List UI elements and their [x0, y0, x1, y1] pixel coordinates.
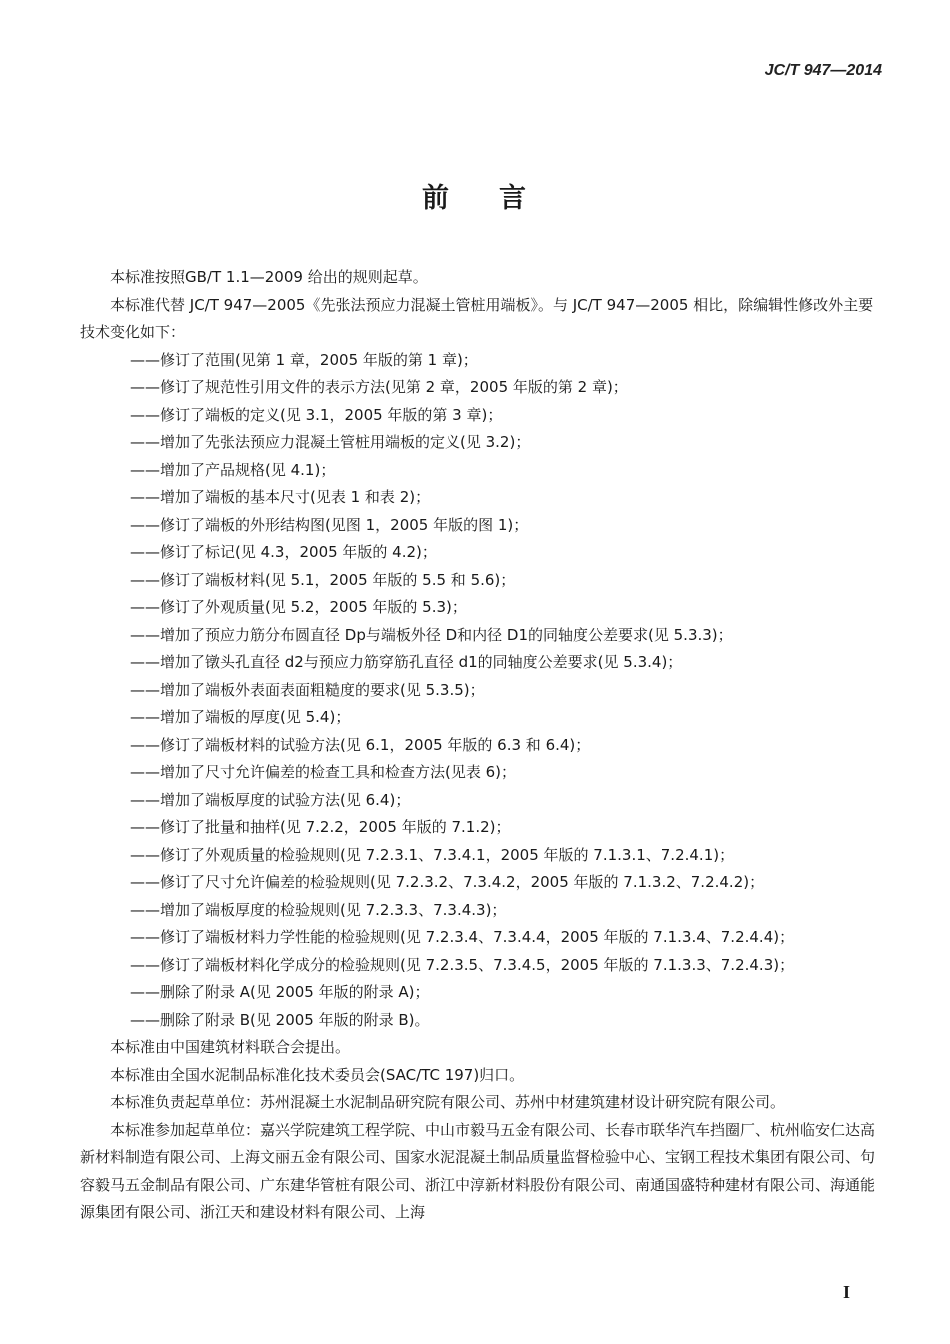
change-item: ——修订了端板材料的试验方法(见 6.1，2005 年版的 6.3 和 6.4)；	[130, 735, 591, 754]
change-item: ——修订了端板材料(见 5.1，2005 年版的 5.5 和 5.6)；	[130, 570, 516, 589]
change-item: ——增加了端板外表面表面粗糙度的要求(见 5.3.5)；	[130, 680, 485, 699]
change-item: ——删除了附录 A(见 2005 年版的附录 A)；	[130, 983, 430, 1001]
change-item: ——增加了尺寸允许偏差的检查工具和检查方法(见表 6)；	[130, 763, 517, 781]
change-item: ——增加了镦头孔直径 d2与预应力筋穿筋孔直径 d1的同轴度公差要求(见 5.3.4)；	[130, 653, 683, 671]
title-char-1: 前	[422, 183, 451, 214]
page-number: I	[842, 1282, 850, 1302]
change-item: ——修订了批量和抽样(见 7.2.2，2005 年版的 7.1.2)；	[130, 818, 511, 836]
change-item: ——修订了标记(见 4.3，2005 年版的 4.2)；	[130, 543, 437, 561]
standard-code: JC/T 947—2014	[764, 62, 882, 79]
intro-paragraph: 本标准代替 JC/T 947—2005《先张法预应力混凝土管桩用端板》。与 JC/T 947—2005 相比，除编辑性修改外主要技术变化如下：	[80, 295, 874, 341]
change-item: ——修订了规范性引用文件的表示方法(见第 2 章，2005 年版的第 2 章)；	[130, 378, 628, 396]
change-item: ——修订了尺寸允许偏差的检验规则(见 7.2.3.2、7.3.4.2，2005 年版的 7.1.3.2、7.2.4.2)；	[130, 873, 765, 891]
change-item: ——增加了预应力筋分布圆直径 Dp与端板外径 D和内径 D1的同轴度公差要求(见 5.3.3)；	[130, 625, 733, 644]
change-item: ——增加了端板厚度的试验方法(见 6.4)；	[130, 790, 411, 809]
preface-body	[80, 264, 880, 1227]
change-item: ——修订了外观质量(见 5.2，2005 年版的 5.3)；	[130, 598, 467, 616]
change-item: ——增加了先张法预应力混凝土管桩用端板的定义(见 3.2)；	[130, 433, 531, 451]
change-item: ——修订了端板材料化学成分的检验规则(见 7.2.3.5、7.3.4.5，2005 年版的 7.1.3.3、7.2.4.3)；	[130, 955, 795, 974]
closing-paragraph: 本标准负责起草单位：苏州混凝土水泥制品研究院有限公司、苏州中材建筑建材设计研究院有限公司。	[110, 1093, 786, 1111]
closing-paragraph: 本标准由全国水泥制品标准化技术委员会(SAC/TC 197)归口。	[110, 1065, 525, 1084]
intro-paragraph: 本标准按照GB/T 1.1—2009 给出的规则起草。	[110, 268, 428, 286]
page-title	[0, 176, 950, 215]
change-item: ——增加了产品规格(见 4.1)；	[130, 460, 336, 479]
change-item: ——修订了端板材料力学性能的检验规则(见 7.2.3.4、7.3.4.4，2005 年版的 7.1.3.4、7.2.4.4)；	[130, 928, 795, 946]
change-item: ——修订了范围(见第 1 章，2005 年版的第 1 章)；	[130, 350, 478, 369]
change-item: ——修订了端板的外形结构图(见图 1，2005 年版的图 1)；	[130, 515, 529, 534]
change-item: ——增加了端板的厚度(见 5.4)；	[130, 708, 351, 726]
change-item: ——增加了端板厚度的检验规则(见 7.2.3.3、7.3.4.3)；	[130, 900, 507, 919]
title-char-2: 言	[499, 183, 528, 214]
change-item: ——增加了端板的基本尺寸(见表 1 和表 2)；	[130, 488, 431, 506]
change-item: ——删除了附录 B(见 2005 年版的附录 B)。	[130, 1010, 430, 1029]
change-item: ——修订了外观质量的检验规则(见 7.2.3.1、7.3.4.1，2005 年版的 7.1.3.1、7.2.4.1)；	[130, 845, 735, 864]
change-item: ——修订了端板的定义(见 3.1，2005 年版的第 3 章)；	[130, 405, 503, 424]
closing-paragraph: 本标准由中国建筑材料联合会提出。	[110, 1038, 351, 1056]
closing-paragraph: 本标准参加起草单位：嘉兴学院建筑工程学院、中山市毅马五金有限公司、长春市联华汽车挡圈厂、杭州临安仁达高新材料制造有限公司、上海文丽五金有限公司、国家水泥混凝土制品质量监督检验中心、宝钢工程技术集团有限公司、句容毅马五金制品有限公司、广东建华管桩有限公司、浙江中淳新材料股份有限公司、南通国盛特种建材有限公司、海通能源集团有限公司、浙江天和建设材料有限公司、上海	[80, 1120, 876, 1221]
